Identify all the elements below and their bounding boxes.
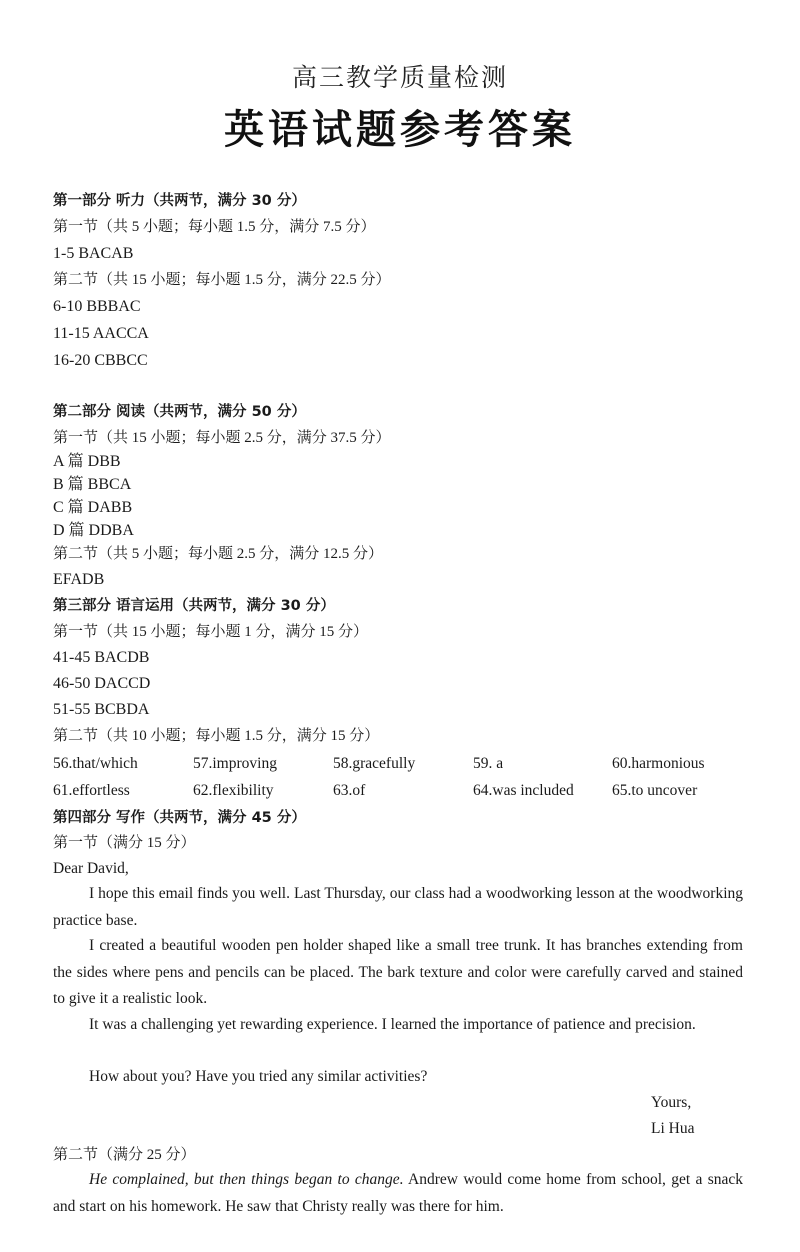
part2-section2-heading: 第二节（共 5 小题；每小题 2.5 分，满分 12.5 分） — [53, 546, 384, 562]
letter-paragraph: It was a challenging yet rewarding experience. I learned the importance of patience and precision. — [89, 1016, 696, 1033]
letter-closing: Yours, — [651, 1094, 692, 1111]
continuation-paragraph — [53, 1167, 743, 1220]
part3-heading: 第三部分 语言运用（共两节，满分 30 分） — [53, 598, 335, 614]
fill-answer: 64.was included — [473, 782, 574, 799]
part1-heading: 第一部分 听力（共两节，满分 30 分） — [53, 193, 306, 209]
part4-section1-heading: 第一节（满分 15 分） — [53, 835, 196, 851]
fill-answers-row — [53, 755, 753, 775]
part1-section1-answers: 1-5 BACAB — [53, 245, 134, 262]
fill-answers-row — [53, 782, 753, 802]
fill-answer: 60.harmonious — [612, 755, 705, 772]
fill-answer: 59. a — [473, 755, 504, 772]
letter-paragraph: I hope this email finds you well. Last Thursday, our class had a woodworking lesson at the woodworking practice base. — [53, 885, 743, 929]
part3-section2-heading: 第二节（共 10 小题；每小题 1.5 分，满分 15 分） — [53, 728, 380, 744]
answer-line: 41-45 BACDB — [53, 649, 150, 666]
part4-section2-heading: 第二节（满分 25 分） — [53, 1147, 196, 1163]
answer-line: 16-20 CBBCC — [53, 352, 148, 369]
letter-paragraph: I created a beautiful wooden pen holder shaped like a small tree trunk. It has branches extending from the sides where pens and pencils can be placed. The bark texture and color were carefully carved and stained to give it a realistic look. — [53, 937, 743, 1007]
answer-line: 11-15 AACCA — [53, 325, 149, 342]
letter-signature: Li Hua — [651, 1120, 695, 1137]
passage-answer: B 篇 BBCA — [53, 476, 132, 493]
answer-line: 46-50 DACCD — [53, 675, 151, 692]
part2-section2-answers: EFADB — [53, 571, 105, 588]
part2-heading: 第二部分 阅读（共两节，满分 50 分） — [53, 404, 306, 420]
fill-answer: 57.improving — [193, 755, 277, 772]
answer-line: 6-10 BBBAC — [53, 298, 141, 315]
fill-answer: 61.effortless — [53, 782, 130, 799]
passage-answer: D 篇 DDBA — [53, 522, 134, 539]
part2-section1-heading: 第一节（共 15 小题；每小题 2.5 分，满分 37.5 分） — [53, 430, 391, 446]
fill-answer: 63.of — [333, 782, 366, 799]
fill-answer: 62.flexibility — [193, 782, 274, 799]
part1-section1-heading: 第一节（共 5 小题；每小题 1.5 分，满分 7.5 分） — [53, 219, 376, 235]
exam-subtitle: 高三教学质量检测 — [291, 65, 508, 92]
part3-section1-heading: 第一节（共 15 小题；每小题 1 分，满分 15 分） — [53, 624, 369, 640]
part4-heading: 第四部分 写作（共两节，满分 45 分） — [53, 810, 306, 826]
continuation-opening-sentence: He complained, but then things began to change. — [89, 1171, 404, 1188]
fill-answer: 58.gracefully — [333, 755, 416, 772]
continuation-text: Andrew would come home from school, get a snack and start on his homework. He saw that Christy really was there for him. — [53, 1171, 743, 1215]
part1-section2-heading: 第二节（共 15 小题；每小题 1.5 分，满分 22.5 分） — [53, 272, 391, 288]
fill-answer: 56.that/which — [53, 755, 138, 772]
passage-answer: A 篇 DBB — [53, 453, 121, 470]
page-title: 英语试题参考答案 — [224, 107, 576, 153]
letter-greeting: Dear David, — [53, 860, 129, 877]
answer-line: 51-55 BCBDA — [53, 701, 150, 718]
fill-answer: 65.to uncover — [612, 782, 698, 799]
passage-answer: C 篇 DABB — [53, 499, 133, 516]
letter-paragraph: How about you? Have you tried any similar activities? — [89, 1068, 428, 1085]
